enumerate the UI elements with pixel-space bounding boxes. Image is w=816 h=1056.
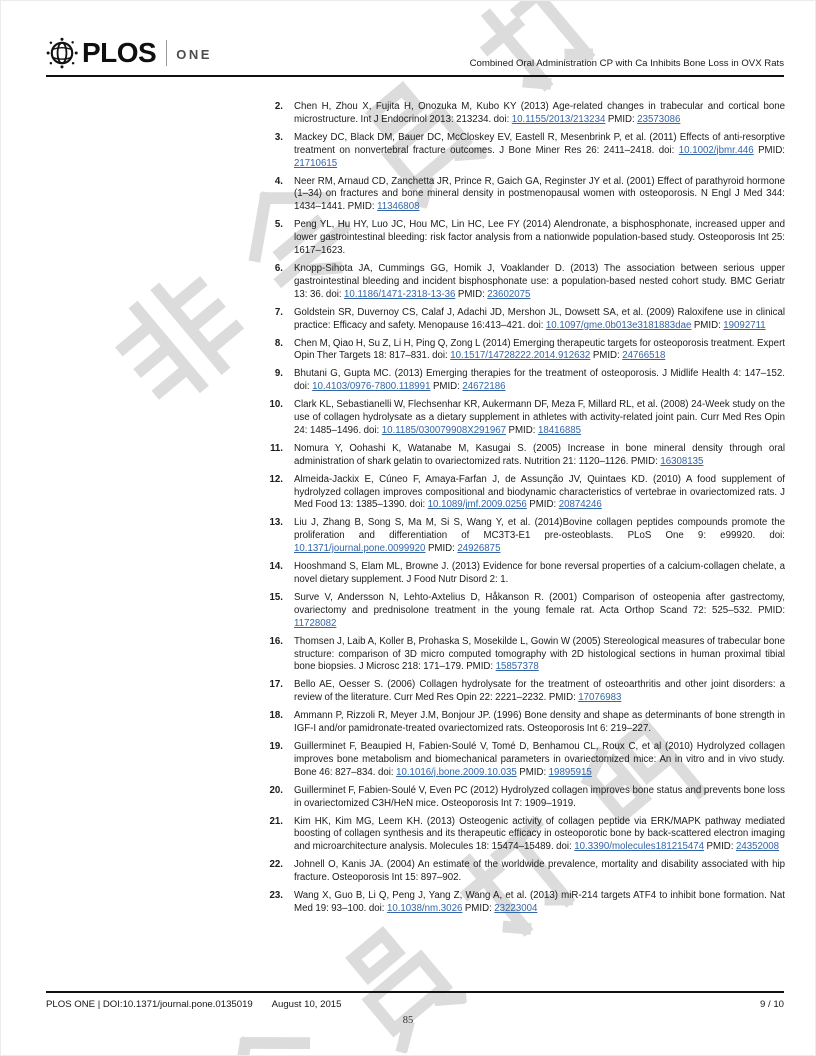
footer-page-indicator: 9 / 10 — [759, 999, 784, 1011]
reference-item — [253, 636, 785, 675]
doi-link[interactable]: 10.1185/030079908X291967 — [381, 424, 507, 436]
reference-item — [253, 592, 785, 631]
pmid-label: PMID: — [462, 902, 495, 914]
reference-citation: Wang X, Guo B, Li Q, Peng J, Yang Z, Wang A, et al. (2013) miR-214 targets ATF4 to inhibit bone formation. Nat Med 19: 93–100. — [294, 890, 785, 914]
reference-item — [253, 474, 785, 513]
footer-rule — [46, 991, 784, 993]
reference-citation: Hooshmand S, Elam ML, Browne J. (2013) Evidence for bone reversal properties of a calcium-collagen chelate, a novel dietary supplement. J Food Nutr Disord 2: 1. — [294, 561, 785, 585]
page-footer — [46, 991, 784, 1010]
folio-page-number: 85 — [402, 1015, 414, 1026]
doi-link[interactable]: 10.1038/nm.3026 — [386, 902, 463, 914]
reference-citation: Liu J, Zhang B, Song S, Ma M, Si S, Wang Y, et al. (2014)Bovine collagen peptides compounds promote the proliferation and differentiation of MC3T3-E1 pre-osteoblasts. PLoS One 9: e99920. — [294, 517, 785, 542]
pmid-label: PMID: — [704, 841, 736, 853]
pmid-label: PMID: — [605, 113, 638, 125]
reference-number: 7. — [274, 306, 283, 318]
pmid-link[interactable]: 15857378 — [495, 661, 539, 673]
plos-globe-icon — [46, 37, 78, 69]
doi-part — [407, 499, 527, 510]
doi-part — [491, 114, 605, 125]
reference-text — [294, 561, 785, 587]
reference-citation: Thomsen J, Laib A, Koller B, Prohaska S, Mosekilde L, Gowin W (2005) Stereological measures of trabecular bone structure: comparison of 3D micro computed tomography with 2D histological sections in human proximal tibial bone biopsies. J Microsc 218: 171–179. — [294, 635, 785, 673]
reference-citation: Johnell O, Kanis JA. (2004) An estimate of the worldwide prevalence, mortality and disability associated with hip fracture. Osteoporosis Int 15: 897–902. — [294, 859, 785, 884]
pmid-link[interactable]: 11346808 — [377, 201, 420, 213]
reference-number: 9. — [274, 368, 283, 380]
reference-text — [294, 399, 785, 438]
pmid-part — [704, 841, 779, 852]
doi-part — [654, 145, 753, 156]
reference-citation: Kim HK, Kim MG, Leem KH. (2013) Osteogenic activity of collagen peptide via ERK/MAPK pathway mediated boosting of collagen synthesis and its therapeutic efficacy in osteoporotic bone by back-scattered electron imaging and microarchitecture analysis. Molecules 18: 15474–15489. — [294, 815, 785, 853]
reference-text — [294, 307, 785, 333]
header-rule — [46, 75, 784, 77]
doi-part — [525, 320, 691, 331]
pmid-link[interactable]: 11728082 — [294, 617, 337, 629]
pmid-label: PMID: — [752, 604, 786, 616]
pmid-label: PMID: — [425, 543, 458, 555]
doi-label: doi: — [429, 350, 451, 362]
pmid-label: PMID: — [506, 424, 538, 436]
doi-label: doi: — [375, 766, 397, 778]
pmid-label: PMID: — [455, 288, 488, 300]
reference-citation: Guillerminet F, Beaupied H, Fabien-Soulé V, Tomé D, Benhamou CL, Roux C, et al (2010) Hydrolyzed collagen improves bone metabolism and biomechanical parameters in ovariectomized mice: An in vitro and in vivo study. Bone 46: 827–834. — [294, 740, 785, 778]
footer-date: August 10, 2015 — [271, 999, 342, 1011]
reference-item — [253, 890, 785, 916]
reference-text — [294, 785, 785, 811]
pmid-label: PMID: — [590, 350, 623, 362]
pmid-link[interactable]: 18416885 — [537, 424, 582, 436]
reference-citation: Clark KL, Sebastianelli W, Flechsenhar KR, Aukermann DF, Meza F, Millard RL, et al. (2008) 24-Week study on the use of collagen hydrolysate as a dietary supplement in athletes with activity-related joint pain. Curr Med Res Opin 24: 1485–1496. — [294, 399, 785, 436]
reference-item — [253, 443, 785, 469]
reference-citation: Bhutani G, Gupta MC. (2013) Emerging therapies for the treatment of osteoporosis. J Midlife Health 4: 147–152. — [294, 368, 785, 380]
reference-text — [294, 592, 785, 631]
doi-label: doi: — [553, 841, 575, 853]
pmid-label: PMID: — [516, 766, 549, 778]
reference-text — [294, 890, 785, 916]
doi-label: doi: — [654, 144, 679, 156]
reference-text — [294, 474, 785, 513]
reference-text — [294, 741, 785, 780]
logo-divider — [166, 40, 167, 66]
doi-label: doi: — [491, 113, 512, 125]
pmid-link[interactable]: 19092711 — [723, 319, 766, 331]
reference-item — [253, 517, 785, 556]
plos-one-logo — [46, 37, 212, 69]
pmid-link[interactable]: 20874246 — [558, 499, 602, 511]
reference-item — [253, 561, 785, 587]
doi-link[interactable]: 10.1155/2013/213234 — [511, 113, 606, 125]
pmid-label: PMID: — [526, 499, 559, 511]
reference-citation: Guillerminet F, Fabien-Soulé V, Even PC (2012) Hydrolyzed collagen improves bone status and prevents bone loss in ovariectomized C3H/HeN mice. Osteoporosis Int 7: 1909–1919. — [294, 784, 785, 809]
doi-link[interactable]: 10.1097/gme.0b013e3181883dae — [545, 319, 692, 331]
reference-item — [253, 785, 785, 811]
doi-label: doi: — [294, 381, 313, 393]
pmid-part — [590, 350, 665, 361]
reference-citation: Peng YL, Hu HY, Luo JC, Hou MC, Lin HC, Lee FY (2014) Alendronate, a bisphosphonate, increased upper and lower gastrointestinal bleeding: risk factor analysis from a nationwide population-based study. Osteoporosis Int 25: 1617–1623. — [294, 219, 785, 257]
reference-number: 6. — [274, 262, 283, 274]
pmid-part — [546, 692, 621, 703]
reference-item — [253, 679, 785, 705]
reference-number: 16. — [269, 635, 283, 647]
reference-number: 14. — [269, 561, 283, 573]
pmid-part — [455, 289, 530, 300]
pmid-label: PMID: — [463, 661, 496, 673]
doi-part — [323, 289, 455, 300]
doi-label: doi: — [755, 530, 785, 542]
reference-item — [253, 132, 785, 171]
doi-part — [361, 425, 506, 436]
reference-text — [294, 636, 785, 675]
reference-number: 8. — [274, 337, 283, 349]
reference-citation: Neer RM, Arnaud CD, Zanchetta JR, Prince R, Gaich GA, Reginster JY et al. (2001) Effect of parathyroid hormone (1–34) on fractures and bone mineral density in postmenopausal women with osteoporosis. N Engl J Med 344: 1434–1441. — [294, 175, 785, 213]
reference-item — [253, 399, 785, 438]
reference-item — [253, 307, 785, 333]
reference-number: 12. — [269, 473, 283, 485]
reference-number: 17. — [269, 679, 283, 691]
doi-label: doi: — [366, 902, 387, 914]
pmid-link[interactable]: 23602075 — [487, 288, 531, 300]
doi-label: doi: — [323, 288, 345, 300]
reference-citation: Knopp-Sihota JA, Cummings GG, Homik J, Voaklander D. (2013) The association between serious upper gastrointestinal bleeding and incident bisphosphonate use: a population-based nested cohort study. BMC Geriatr 13: 36. — [294, 262, 785, 300]
reference-citation: Nomura Y, Oohashi K, Watanabe M, Kasugai S. (2005) Increase in bone mineral density through oral administration of shark gelatin to ovariectomized rats. Nutrition 21: 1120–1126. — [294, 442, 785, 467]
reference-text — [294, 263, 785, 302]
pmid-label: PMID: — [691, 319, 724, 331]
reference-citation: Bello AE, Oesser S. (2006) Collagen hydrolysate for the treatment of osteoarthritis and other joint disorders: a review of the literature. Curr Med Res Opin 22: 2221–2232. — [294, 679, 785, 704]
reference-text — [294, 816, 785, 855]
doi-link[interactable]: 10.1016/j.bone.2009.10.035 — [396, 766, 517, 778]
doi-link[interactable]: 10.1517/14728222.2014.912632 — [450, 350, 591, 362]
reference-number: 20. — [269, 784, 283, 796]
reference-number: 18. — [269, 710, 283, 722]
reference-text — [294, 443, 785, 469]
reference-item — [253, 263, 785, 302]
reference-item — [253, 710, 785, 736]
pmid-part — [462, 903, 537, 914]
doi-link[interactable]: 10.1186/1471-2318-13-36 — [344, 288, 456, 300]
pmid-part — [430, 381, 505, 392]
pmid-link[interactable]: 21710615 — [294, 157, 338, 169]
pmid-part — [425, 543, 500, 554]
doi-link[interactable]: 10.1371/journal.pone.0099920 — [294, 543, 426, 555]
reference-text — [294, 517, 785, 556]
reference-item — [253, 816, 785, 855]
pmid-part — [345, 201, 419, 212]
reference-item — [253, 219, 785, 258]
pmid-link[interactable]: 16308135 — [660, 455, 704, 467]
pmid-link[interactable]: 24672186 — [462, 381, 506, 393]
reference-number: 3. — [274, 131, 283, 143]
reference-number: 15. — [269, 591, 283, 603]
doi-part — [375, 767, 516, 778]
reference-citation: Surve V, Andersson N, Lehto-Axtelius D, Håkanson R. (2001) Comparison of osteopenia after gastrectomy, ovariectomy and prednisolone treatment in the young female rat. Acta Orthop Scand 72: 525–532. — [294, 591, 785, 616]
pmid-link[interactable]: 23223004 — [494, 902, 538, 914]
reference-citation: Chen H, Zhou X, Fujita H, Onozuka M, Kubo KY (2013) Age-related changes in trabecular and cortical bone microstructure. Int J Endocrinol 2013: 213234. — [294, 101, 785, 125]
reference-text — [294, 710, 785, 736]
reference-text — [294, 859, 785, 885]
pmid-link[interactable]: 24766518 — [622, 350, 666, 362]
reference-number: 13. — [269, 517, 283, 529]
reference-text — [294, 338, 785, 364]
doi-link[interactable]: 10.1002/jbmr.446 — [678, 144, 754, 156]
pmid-link[interactable]: 19895915 — [548, 766, 592, 778]
reference-citation: Almeida-Jackix E, Cúneo F, Amaya-Farfan J, de Assunção JV, Quintaes KD. (2010) A food supplement of hydrolyzed collagen improves compositional and biodynamic characteristics of vertebrae in ovariectomized rats. J Med Food 13: 1385–1390. — [294, 473, 785, 511]
doi-link[interactable]: 10.4103/0976-7800.118991 — [312, 381, 431, 393]
reference-text — [294, 219, 785, 258]
pmid-label: PMID: — [546, 692, 579, 704]
pmid-part — [605, 114, 680, 125]
one-wordmark: ONE — [176, 46, 212, 62]
pmid-part — [464, 661, 539, 672]
reference-number: 11. — [270, 442, 283, 454]
reference-number: 10. — [269, 399, 283, 411]
page-header — [46, 35, 784, 77]
pmid-label: PMID: — [628, 455, 661, 467]
pmid-link[interactable]: 24352008 — [735, 841, 780, 853]
pmid-link[interactable]: 17076983 — [578, 692, 622, 704]
footer-doi: PLOS ONE | DOI:10.1371/journal.pone.0135019 — [46, 999, 253, 1011]
reference-number: 5. — [274, 219, 283, 231]
pmid-part — [527, 499, 602, 510]
doi-label: doi: — [361, 424, 382, 436]
doi-part — [430, 350, 591, 361]
reference-item — [253, 368, 785, 394]
reference-item — [253, 101, 785, 127]
pmid-part — [517, 767, 592, 778]
reference-number: 2. — [274, 101, 283, 112]
reference-text — [294, 101, 785, 127]
reference-citation: Ammann P, Rizzoli R, Meyer J.M, Bonjour JP. (1996) Bone density and shape as determinants of bone strength in IGF-I and/or pamidronate-treated ovariectomized rats. Osteoporosis Int 6: 219–227. — [294, 710, 785, 735]
reference-text — [294, 176, 785, 215]
reference-text — [294, 132, 785, 171]
pmid-label: PMID: — [345, 201, 378, 213]
reference-item — [253, 859, 785, 885]
reference-item — [253, 741, 785, 780]
reference-text — [294, 368, 785, 394]
running-title: Combined Oral Administration CP with Ca Inhibits Bone Loss in OVX Rats — [469, 58, 784, 69]
reference-number: 23. — [269, 890, 283, 902]
references-list — [253, 101, 785, 921]
doi-label: doi: — [407, 499, 428, 511]
pmid-link[interactable]: 23573086 — [637, 113, 681, 125]
reference-citation: Chen M, Qiao H, Su Z, Li H, Ping Q, Zong L (2014) Emerging therapeutic targets for osteoporosis treatment. Expert Opin Ther Targets 18: 817–831. — [294, 337, 785, 362]
pmid-label: PMID: — [430, 381, 463, 393]
reference-number: 21. — [269, 815, 283, 827]
pmid-link[interactable]: 24926875 — [457, 543, 501, 555]
reference-number: 19. — [269, 740, 283, 752]
pmid-part — [628, 456, 703, 467]
doi-link[interactable]: 10.3390/molecules181215474 — [574, 841, 705, 853]
reference-citation: Goldstein SR, Duvernoy CS, Calaf J, Adachi JD, Mershon JL, Dowsett SA, et al. (2009) Raloxifene use in clinical practice: Efficacy and safety. Menopause 16:413–421. — [294, 306, 785, 331]
pmid-label: PMID: — [753, 144, 786, 156]
reference-citation: Mackey DC, Black DM, Bauer DC, McCloskey EV, Eastell R, Mesenbrink P, et al. (2011) Effects of anti-resorptive treatment on nonvertebral fracture outcomes. J Bone Miner Res 26: 2411–2418. — [294, 131, 785, 156]
doi-part — [366, 903, 462, 914]
footer-citation — [46, 999, 341, 1010]
pmid-part — [691, 320, 765, 331]
reference-item — [253, 176, 785, 215]
doi-label: doi: — [525, 319, 546, 331]
doi-link[interactable]: 10.1089/jmf.2009.0256 — [427, 499, 527, 511]
plos-wordmark: PLOS — [82, 37, 157, 68]
reference-number: 4. — [274, 175, 283, 187]
reference-item — [253, 338, 785, 364]
doi-part — [554, 841, 704, 852]
doi-part — [294, 381, 430, 392]
pmid-part — [506, 425, 581, 436]
reference-number: 22. — [269, 859, 283, 871]
reference-text — [294, 679, 785, 705]
